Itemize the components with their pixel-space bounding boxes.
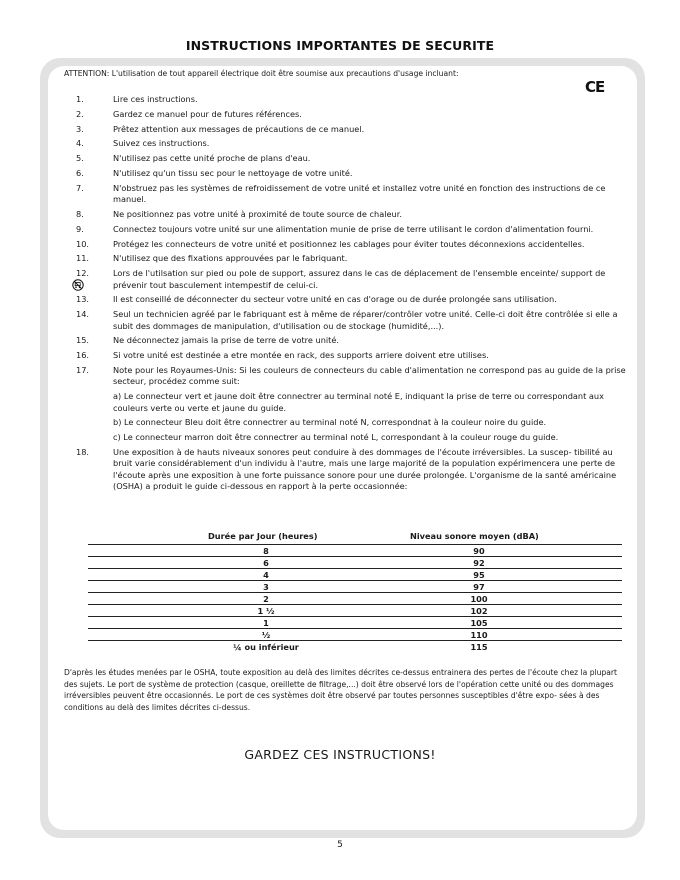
item-number: 1. — [76, 94, 84, 104]
noise-exposure-table — [88, 531, 622, 652]
list-item — [76, 209, 626, 220]
duration-cell: 2 — [263, 594, 269, 604]
list-item — [76, 239, 626, 250]
item-number: 14. — [76, 309, 90, 320]
duration-cell: 8 — [263, 546, 269, 556]
list-item — [76, 447, 626, 493]
level-cell: 115 — [470, 642, 488, 652]
list-item — [76, 153, 626, 164]
keep-instructions-heading: GARDEZ CES INSTRUCTIONS! — [244, 747, 436, 762]
list-item — [76, 294, 626, 305]
item-number: 12. — [76, 268, 90, 279]
level-cell: 90 — [473, 546, 485, 556]
item-text: Si votre unité est destinée a etre montée en rack, des supports arriere doivent etre utilises. — [113, 350, 489, 361]
item-number: 7. — [76, 182, 84, 193]
page-number: 5 — [337, 840, 343, 850]
table-row — [88, 592, 622, 604]
sub-item: b) Le connecteur Bleu doit être connectrer au terminal noté N, correspondnat à la couleur noire du guide. — [113, 417, 547, 428]
duration-cell: ½ — [261, 630, 271, 640]
list-item — [76, 109, 626, 120]
table-row — [88, 616, 622, 628]
table-header — [88, 531, 622, 544]
item-text: Gardez ce manuel pour de futures références. — [113, 108, 302, 119]
level-cell: 97 — [473, 582, 485, 592]
item-number: 5. — [76, 153, 84, 164]
item-number: 4. — [76, 138, 84, 149]
duration-cell: 1 ½ — [257, 606, 275, 616]
item-text: Connectez toujours votre unité sur une alimentation munie de prise de terre utilisant le cordon d'alimentation fourni. — [113, 223, 594, 234]
item-text: N'utilisez qu'un tissu sec pour le nettoyage de votre unité. — [113, 167, 353, 178]
page-title: INSTRUCTIONS IMPORTANTES DE SECURITE — [185, 38, 495, 53]
table-row — [88, 544, 622, 556]
item-text: Seul un technicien agréé par le fabriquant est à même de réparer/contrôler votre unité. Celle-ci doit être contrôlée si elle a subit des dommages de manipulation, d'utilisation ou de stockage (humidité,...). — [113, 309, 618, 331]
attention-text: ATTENTION: L'utilisation de tout appareil électrique doit être soumise aux precautions d'usage incluant: — [64, 69, 459, 78]
list-item — [76, 350, 626, 361]
duration-cell: ¼ ou inférieur — [233, 642, 299, 652]
item-text: Suivez ces instructions. — [113, 138, 210, 149]
item-text: N'obstruez pas les systèmes de refroidissement de votre unité et installez votre unité en fonction des instructions de ce manuel. — [113, 182, 606, 205]
list-item — [76, 365, 626, 444]
list-item — [76, 183, 626, 206]
item-number: 2. — [76, 108, 84, 119]
item-text: Il est conseillé de déconnecter du secteur votre unité en cas d'orage ou de durée prolongée sans utilisation. — [113, 294, 557, 305]
item-text: Ne déconnectez jamais la prise de terre de votre unité. — [113, 335, 340, 346]
sub-item: c) Le connecteur marron doit être connectrer au terminal noté L, correspondant à la couleur rouge du guide. — [113, 432, 559, 443]
item-text: N'utilisez pas cette unité proche de plans d'eau. — [113, 153, 311, 164]
table-row — [88, 556, 622, 568]
item-number: 15. — [76, 335, 90, 346]
item-number: 18. — [76, 446, 90, 457]
list-item — [76, 268, 626, 291]
item-number: 9. — [76, 223, 84, 234]
duration-cell: 6 — [263, 558, 269, 568]
item-text: Ne positionnez pas votre unité à proximité de toute source de chaleur. — [113, 208, 402, 219]
level-cell: 105 — [470, 618, 488, 628]
duration-cell: 1 — [263, 618, 269, 628]
list-item — [76, 309, 626, 332]
item-number: 11. — [76, 253, 90, 264]
level-cell: 110 — [470, 630, 488, 640]
item-text: Une exposition à de hauts niveaux sonores peut conduire à des dommages de l'écoute irréversibles. La suscep- tibilité au bruit varie considérablement d'un individu à l'autre, mais une large majorité de la population expérimencera une perte de l'écoute après une exposition à une forte puissance sonore pour une durée prolongée. L'organisme de la santé américaine (OSHA) a produit le guide ci-dessous en rapport à la perte occasionnée: — [113, 446, 617, 492]
item-text: Prêtez attention aux messages de précautions de ce manuel. — [113, 123, 365, 134]
list-item — [76, 335, 626, 346]
item-number: 3. — [76, 123, 84, 134]
table-row — [88, 580, 622, 592]
item-number: 6. — [76, 167, 84, 178]
list-item — [76, 138, 626, 149]
item-number: 10. — [76, 238, 90, 249]
table-row — [88, 640, 622, 652]
safety-instructions-list — [76, 94, 626, 496]
level-cell: 92 — [473, 558, 485, 568]
item-text: Lors de l'utilsation sur pied ou pole de support, assurez dans le cas de déplacement de l'ensemble enceinte/ support de prévenir tout basculement intempestif de celui-ci. — [113, 268, 606, 290]
item-text: N'utilisez que des fixations approuvées par le fabriquant. — [113, 253, 348, 264]
level-cell: 102 — [470, 606, 488, 616]
duration-cell: 4 — [263, 570, 269, 580]
table-row — [88, 604, 622, 616]
item-text: Protégez les connecteurs de votre unité et positionnez les cablages pour éviter toutes déconnexions accidentelles. — [113, 238, 585, 249]
item-number: 16. — [76, 350, 90, 361]
item-number: 17. — [76, 364, 90, 375]
item-number: 13. — [76, 294, 90, 305]
duration-cell: 3 — [263, 582, 269, 592]
list-item — [76, 94, 626, 105]
osha-paragraph: D'après les études menées par le OSHA, toute exposition au delà des limites décrites ce-dessus entrainera des pertes de l'écoute chez la plupart des sujets. Le port de système de protection (casque, oreillette de filtrage,...) doit être observé lors de l'opération cette unité ou des dommages irréversibles peuvent être occasionnés. Le port de ces systèmes doit être observé par toutes personnes susceptibles d'être expo- sées à des conditions au delà des limites décrites ci-dessus. — [64, 668, 618, 712]
item-number: 8. — [76, 208, 84, 219]
column-header-level: Niveau sonore moyen (dBA) — [410, 531, 539, 541]
level-cell: 95 — [473, 570, 485, 580]
sub-item: a) Le connecteur vert et jaune doit être connectrer au terminal noté E, indiquant la prise de terre ou correspondant aux couleurs verte ou verte et jaune du guide. — [113, 391, 604, 413]
ce-mark: CE — [585, 78, 605, 96]
list-item — [76, 253, 626, 264]
level-cell: 100 — [470, 594, 488, 604]
list-item — [76, 124, 626, 135]
table-row — [88, 628, 622, 640]
item-text: Note pour les Royaumes-Unis: Si les couleurs de connecteurs du cable d'alimentation ne correspond pas au guide de la prise secteur, procédez comme suit: — [113, 364, 626, 387]
item-text: Lire ces instructions. — [113, 94, 198, 104]
table-row — [88, 568, 622, 580]
column-header-duration: Durée par Jour (heures) — [208, 531, 318, 541]
list-item — [76, 168, 626, 179]
no-cart-tip-icon — [72, 279, 84, 291]
list-item — [76, 224, 626, 235]
